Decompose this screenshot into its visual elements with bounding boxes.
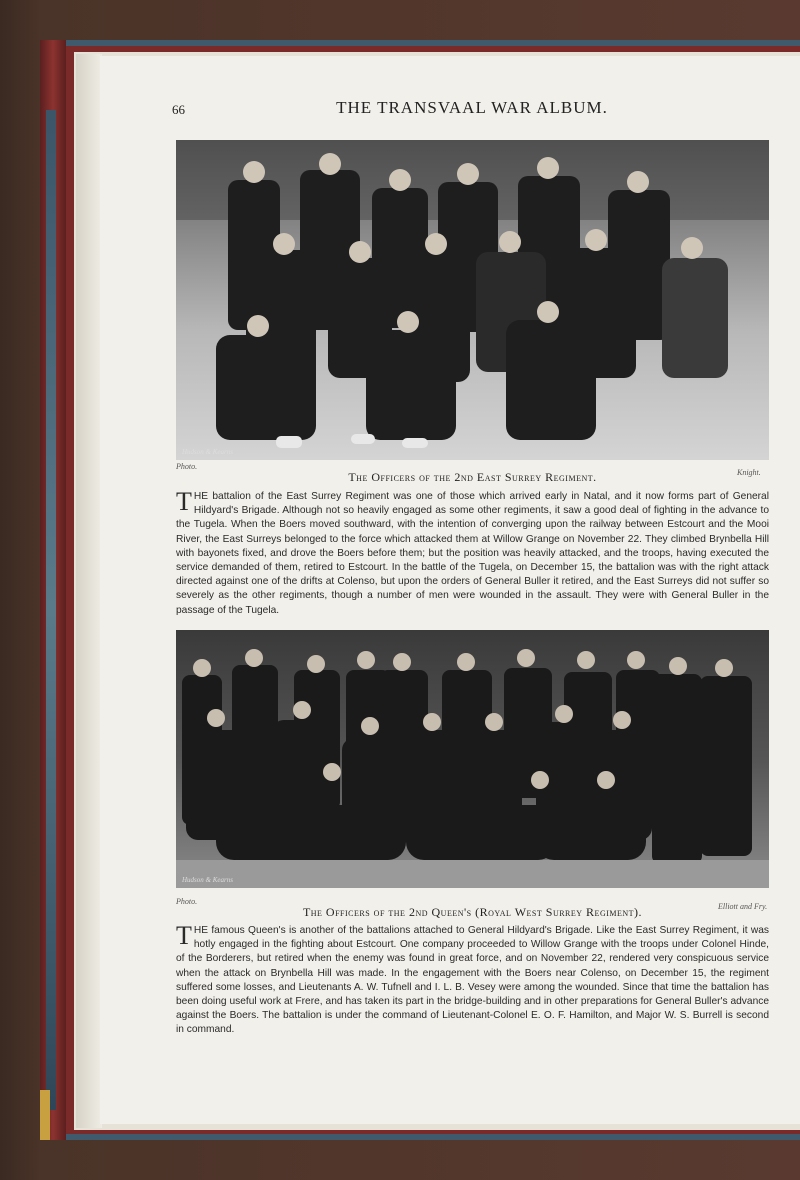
group-photo-queens xyxy=(176,630,769,888)
photo1-credit-right: Knight. xyxy=(737,468,761,477)
paragraph-east-surrey-text: HE battalion of the East Surrey Regiment was one of those which arrived early in Natal, and it now forms part of General Hildyard's Brigade. Although not so heavily engaged as some other regiments, it saw a good deal of fighting in the advance to the Tugela. When the Boers moved southward, with the intention of converging upon the railway between Estcourt and the Mooi River, the East Surreys belonged to the force which attacked them at Willow Grange on November 22. They climbed Brynbella Hill with bayonets fixed, and drove the Boers before them; but the position was heavily attacked, and the troops, having executed the service demanded of them, retired to Estcourt. In the battle of the Tugela, on December 15, the battalion was with the right attack directed against one of the drifts at Colenso, but upon the orders of General Buller it retired, and the East Surreys did not suffer so severely as the other regiments, though a number of men were wounded in the assault. They were with General Buller in the passage of the Tugela. xyxy=(176,491,769,616)
studio-mark-1: Hudson & Kearns xyxy=(182,448,233,456)
paragraph-east-surrey xyxy=(176,487,769,618)
photo2-credit-left: Photo. xyxy=(176,897,198,906)
photo2-caption: The Officers of the 2nd Queen's (Royal West Surrey Regiment). xyxy=(302,905,643,919)
studio-mark-2: Hudson & Kearns xyxy=(182,876,233,884)
running-title: THE TRANSVAAL WAR ALBUM. xyxy=(336,98,608,117)
photo1-credit-left: Photo. xyxy=(176,462,198,471)
photo2-credit-right: Elliott and Fry. xyxy=(718,902,768,911)
photo-queens-image xyxy=(176,630,769,888)
page-header xyxy=(172,98,772,120)
page-gutter xyxy=(76,54,102,1128)
photo-east-surrey-image xyxy=(176,140,769,460)
dropcap-2: T xyxy=(176,921,192,950)
bookmark-ribbon xyxy=(40,1090,50,1140)
group-photo-east-surrey xyxy=(176,140,769,460)
paragraph-queens xyxy=(176,921,769,1038)
binding-spine-cloth xyxy=(46,110,56,1110)
dropcap-1: T xyxy=(176,487,192,516)
photo1-caption: The Officers of the 2nd East Surrey Regiment. xyxy=(348,470,597,484)
page-number: 66 xyxy=(172,102,185,117)
paragraph-queens-text: HE famous Queen's is another of the battalions attached to General Hildyard's Brigade. Like the East Surrey Regiment, it was hotly engaged in the fighting about Estcourt. One company proceeded to Willow Grange with the troops under Colonel Hinde, of the Borderers, but retired when the enemy was found in great force, and on November 22, rendered very conspicuous service when the attack on Brynbella Hill was made. In the engagement with the Boers near Colenso, on December 15, the regiment suffered some losses, and Lieutenants A. W. Tufnell and I. L. B. Vesey were among the wounded. Since that time the battalion has been doing useful work at Frere, and has taken its part in the bridge-building and in other preparations for General Buller's advance against the Boers. The battalion is under the command of Lieutenant-Colonel E. O. F. Hamilton, and Major W. S. Burrell is second in command. xyxy=(176,925,769,1036)
